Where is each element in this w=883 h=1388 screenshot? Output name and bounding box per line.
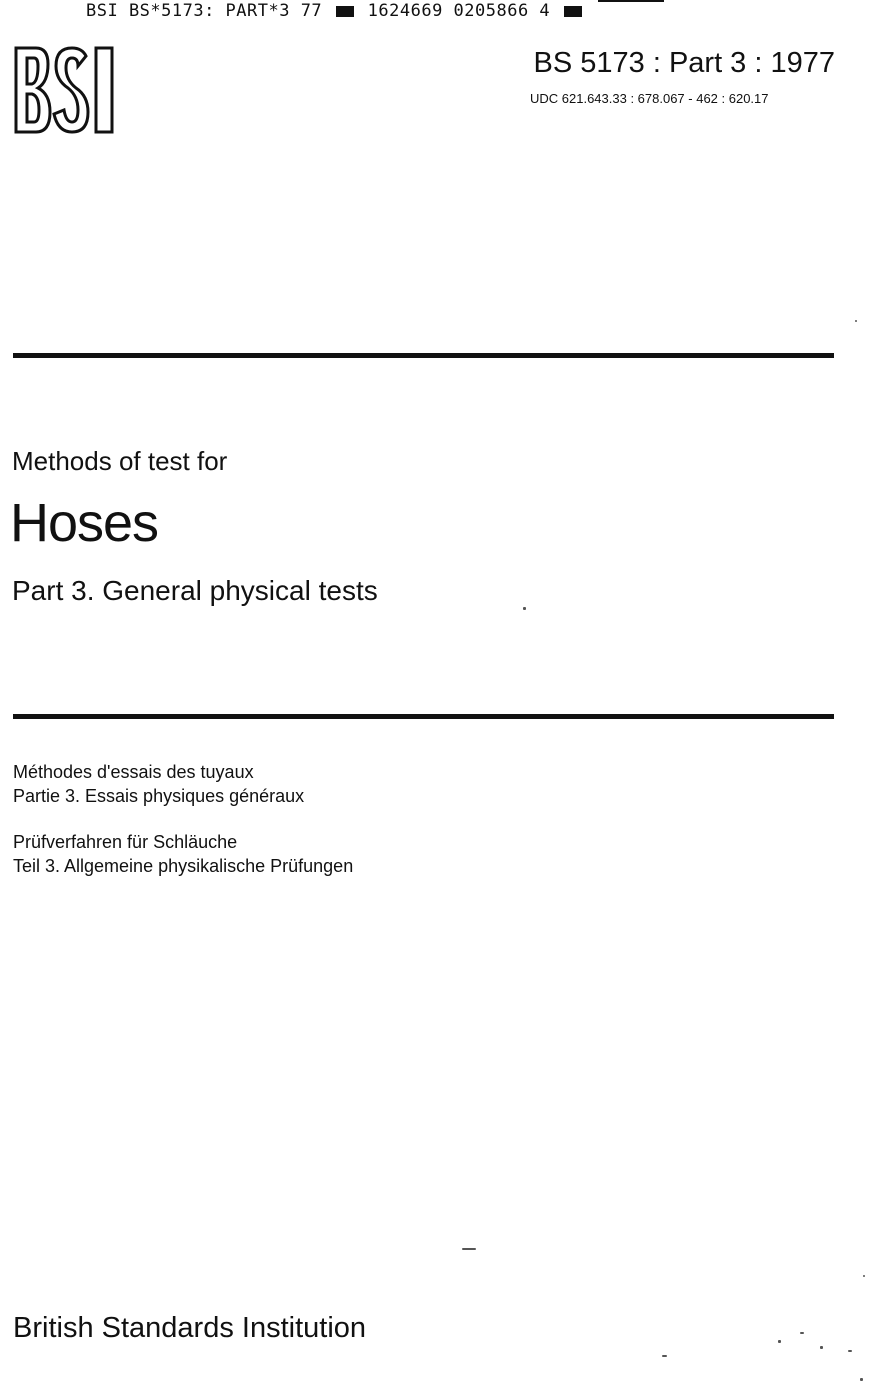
german-part: Teil 3. Allgemeine physikalische Prüfungen: [13, 856, 354, 876]
header-rule: [598, 0, 664, 2]
german-title: Prüfverfahren für Schläuche: [13, 832, 238, 852]
bsi-logo-graphic: [12, 44, 120, 136]
bsi-logo-text: [120, 44, 121, 45]
scan-speck: [800, 1332, 804, 1334]
translated-titles: [13, 760, 353, 900]
redaction-block: [336, 6, 354, 17]
document-title: Hoses: [10, 493, 159, 553]
document-code-middle: 1624669 0205866 4: [367, 1, 551, 21]
scan-speck: [848, 1350, 852, 1352]
redaction-block: [564, 6, 582, 17]
french-title: Méthodes d'essais des tuyaux: [13, 762, 254, 782]
scan-speck: [462, 1248, 476, 1250]
document-code-left: BSI BS*5173: PART*3 77: [86, 1, 323, 21]
bsi-logo: [12, 44, 120, 136]
scan-speck: [662, 1355, 667, 1357]
document-code-line: [86, 0, 585, 22]
publisher-name: British Standards Institution: [13, 1312, 367, 1344]
top-divider: [13, 353, 834, 358]
standard-number: BS 5173 : Part 3 : 1977: [533, 47, 835, 79]
french-part: Partie 3. Essais physiques généraux: [13, 786, 305, 806]
scan-speck: [523, 607, 526, 610]
scan-speck: [860, 1378, 863, 1381]
scan-speck: [855, 320, 857, 322]
title-lead: Methods of test for: [12, 446, 228, 476]
scan-speck: [863, 1275, 865, 1277]
french-title-group: [13, 760, 353, 808]
bottom-divider: [13, 714, 834, 719]
document-subtitle: Part 3. General physical tests: [12, 575, 378, 606]
scan-speck: [778, 1340, 781, 1343]
scan-speck: [820, 1346, 823, 1349]
german-title-group: [13, 830, 353, 878]
udc-classification: UDC 621.643.33 : 678.067 - 462 : 620.17: [530, 91, 769, 106]
